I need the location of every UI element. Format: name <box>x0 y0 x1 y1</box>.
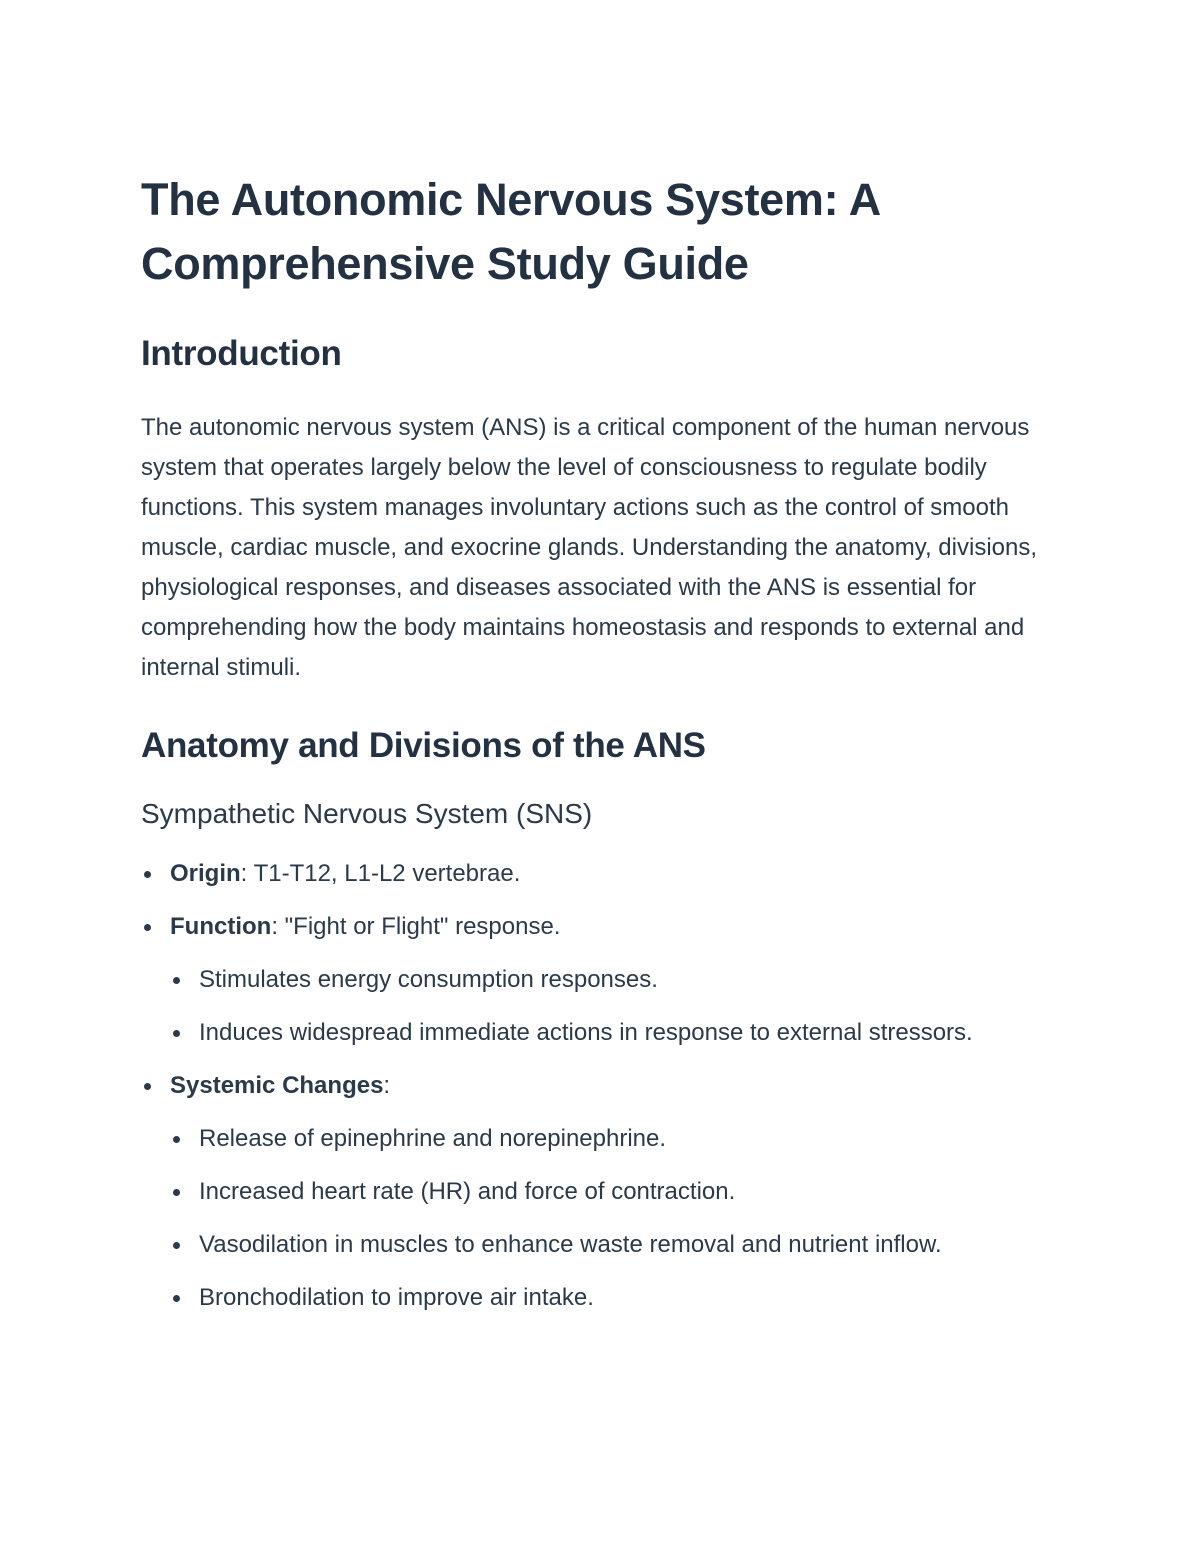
list-item-origin <box>141 854 1071 894</box>
bullet-icon <box>173 977 180 984</box>
bullet-icon <box>173 1242 180 1249</box>
page-title: The Autonomic Nervous System: A Comprehensive Study Guide <box>141 174 880 289</box>
list-item-systemic-changes <box>141 1066 1071 1318</box>
sub-item-text: Increased heart rate (HR) and force of contraction. <box>199 1178 736 1205</box>
list-item-function <box>141 907 1071 1053</box>
item-separator: : <box>383 1072 391 1099</box>
sub-list-item <box>170 1119 1071 1159</box>
bullet-icon <box>144 924 151 931</box>
bullet-icon <box>173 1136 180 1143</box>
sub-list-item <box>170 960 1071 1000</box>
item-separator: : <box>240 860 248 887</box>
bullet-icon <box>173 1030 180 1037</box>
item-text: "Fight or Flight" response. <box>277 913 561 940</box>
introduction-heading: Introduction <box>141 334 342 373</box>
bullet-icon <box>144 871 151 878</box>
sub-item-text: Induces widespread immediate actions in response to external stressors. <box>199 1019 973 1046</box>
sub-item-text: Vasodilation in muscles to enhance waste removal and nutrient inflow. <box>199 1231 942 1258</box>
sns-list <box>141 854 1071 1318</box>
bullet-icon <box>144 1083 151 1090</box>
sns-heading: Sympathetic Nervous System (SNS) <box>141 798 593 829</box>
systemic-changes-sublist <box>170 1119 1071 1318</box>
sub-list-item <box>170 1172 1071 1212</box>
sub-item-text: Stimulates energy consumption responses. <box>199 966 658 993</box>
document-page <box>141 168 1071 1331</box>
introduction-paragraph: The autonomic nervous system (ANS) is a critical component of the human nervous system that operates largely below the level of consciousness to regulate bodily functions. This system manages involuntary actions such as the control of smooth muscle, cardiac muscle, and exocrine glands. Understanding the anatomy, divisions, physiological responses, and diseases associated with the ANS is essential for comprehending how the body maintains homeostasis and responds to external and internal stimuli. <box>141 414 1038 681</box>
item-separator: : <box>271 913 278 940</box>
sub-item-text: Release of epinephrine and norepinephrine. <box>199 1125 667 1152</box>
sub-list-item <box>170 1013 1071 1053</box>
item-text: T1-T12, L1-L2 vertebrae. <box>247 860 521 887</box>
item-label: Origin <box>170 860 241 887</box>
sub-item-text: Bronchodilation to improve air intake. <box>199 1284 594 1311</box>
function-sublist <box>170 960 1071 1053</box>
sub-list-item <box>170 1225 1071 1265</box>
bullet-icon <box>173 1295 180 1302</box>
item-label: Function <box>170 913 272 940</box>
item-label: Systemic Changes <box>170 1072 384 1099</box>
sub-list-item <box>170 1278 1071 1318</box>
anatomy-heading: Anatomy and Divisions of the ANS <box>141 726 706 765</box>
bullet-icon <box>173 1189 180 1196</box>
